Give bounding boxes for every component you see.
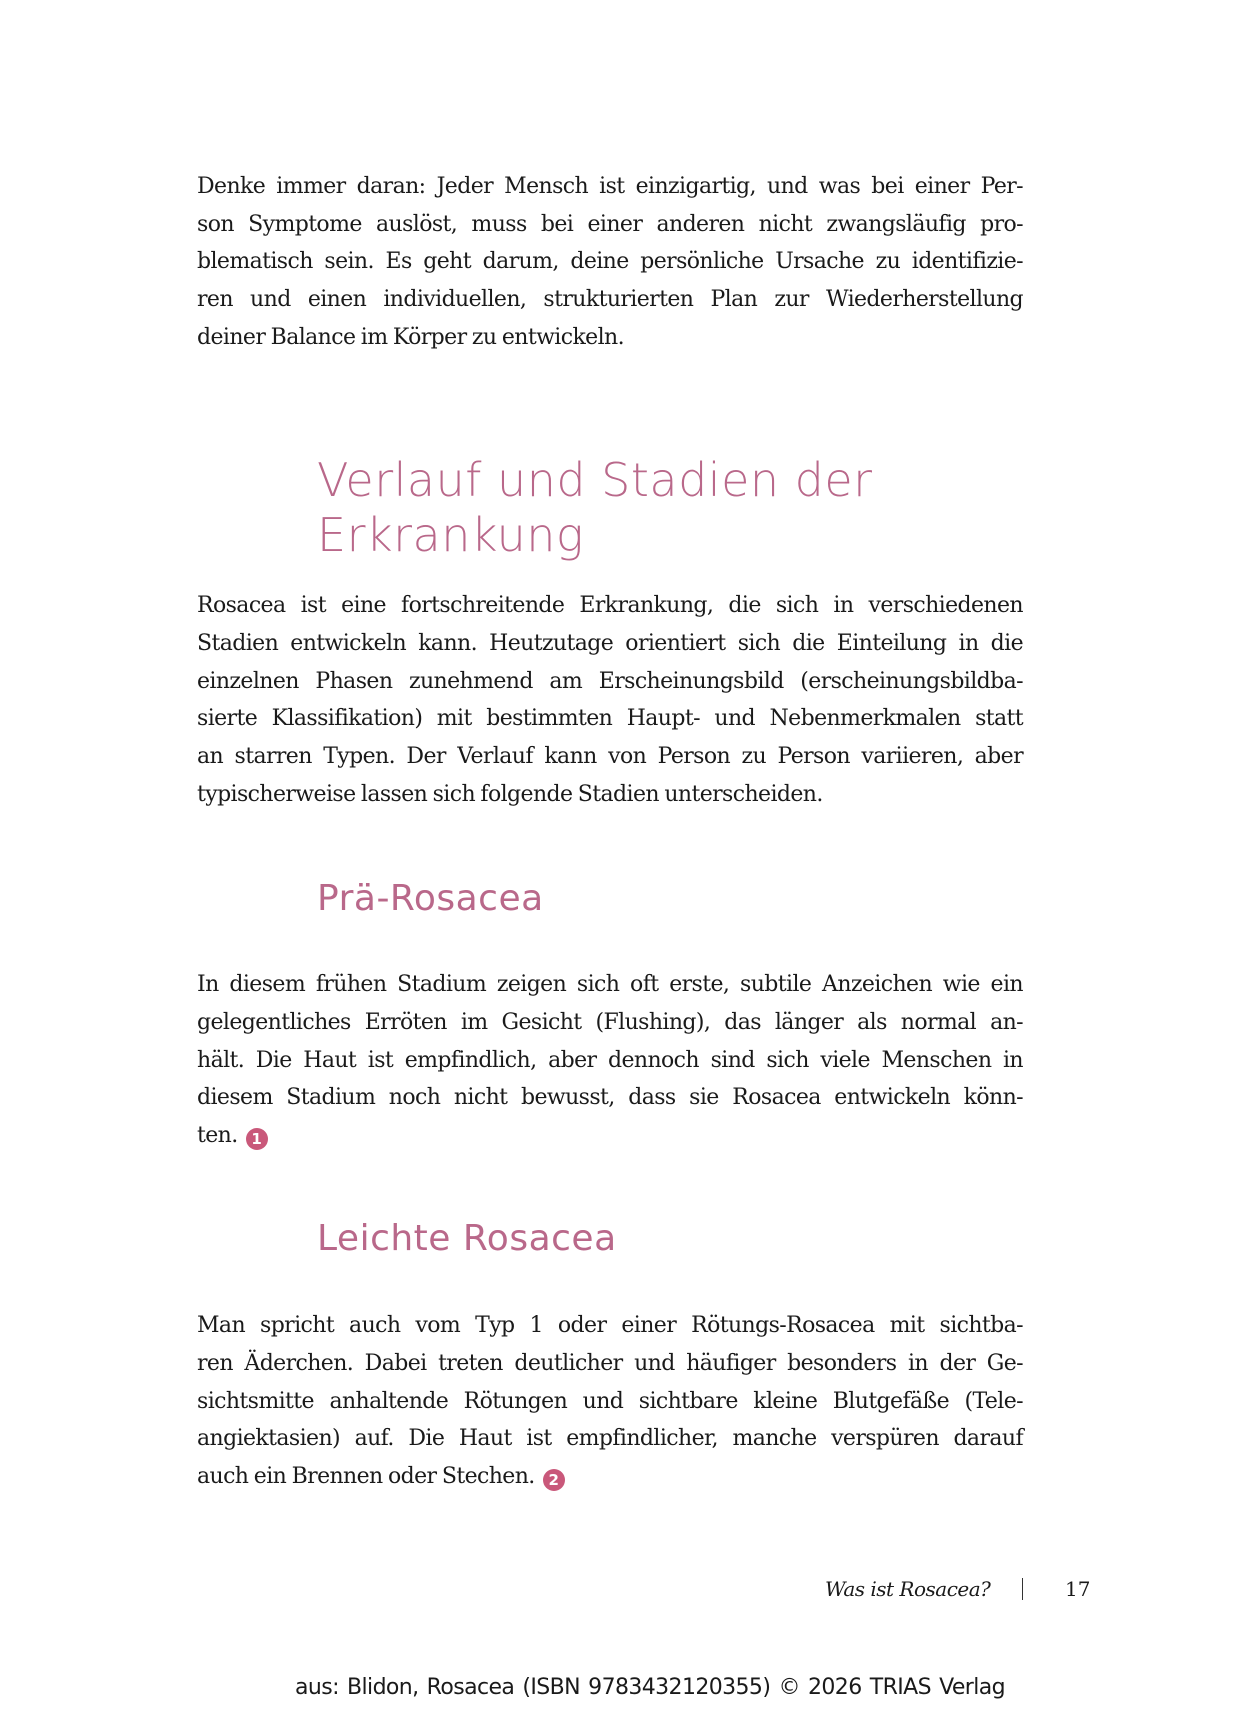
text-line: ren und einen individuellen, strukturierten Plan zur Wiederherstellung — [197, 287, 1023, 313]
copyright-notice: aus: Blidon, Rosacea (ISBN 9783432120355) © 2026 TRIAS Verlag — [295, 1675, 1005, 1700]
text-line — [197, 1117, 1023, 1155]
text-line: deiner Balance im Körper zu entwickeln. — [197, 324, 625, 350]
page-number: 17 — [1065, 1577, 1091, 1601]
section-heading-line-1: Verlauf und Stadien der — [317, 453, 873, 507]
running-title: Was ist Rosacea? — [825, 1577, 991, 1601]
running-footer — [825, 1572, 1091, 1606]
text-line: blematisch sein. Es geht darum, deine persönliche Ursache zu identifizie- — [197, 249, 1023, 275]
figure-reference-badge-1[interactable]: 1 — [246, 1128, 268, 1150]
text-line: typischerweise lassen sich folgende Stadien unterscheiden. — [197, 782, 823, 807]
text-line: gelegentliches Erröten im Gesicht (Flushing), das länger als normal an- — [197, 1009, 1023, 1035]
text-line: Rosacea ist eine fortschreitende Erkrankung, die sich in verschiedenen — [197, 593, 1023, 618]
text-line-content: ten. — [197, 1123, 238, 1149]
text-line: ren Äderchen. Dabei treten deutlicher und häufiger besonders in der Ge- — [197, 1350, 1023, 1376]
text-line: sichtsmitte anhaltende Rötungen und sichtbare kleine Blutgefäße (Tele- — [197, 1388, 1023, 1414]
text-line: In diesem frühen Stadium zeigen sich oft erste, subtile Anzeichen wie ein — [197, 972, 1023, 997]
text-line: einzelnen Phasen zunehmend am Erscheinungsbild (erscheinungsbildba- — [197, 668, 1023, 694]
text-line: Denke immer daran: Jeder Mensch ist einzigartig, und was bei einer Per- — [197, 174, 1023, 199]
section-heading-line-2: Erkrankung — [317, 508, 585, 562]
text-line: hält. Die Haut ist empfindlich, aber dennoch sind sich viele Menschen in — [197, 1047, 1023, 1073]
text-line: angiektasien) auf. Die Haut ist empfindlicher, manche verspüren darauf — [197, 1426, 1023, 1452]
subheading-leichte-rosacea: Leichte Rosacea — [317, 1218, 617, 1259]
text-line: son Symptome auslöst, muss bei einer anderen nicht zwangsläufig pro- — [197, 211, 1023, 237]
text-line: Stadien entwickeln kann. Heutzutage orientiert sich die Einteilung in die — [197, 630, 1023, 656]
figure-reference-badge-2[interactable]: 2 — [543, 1469, 565, 1491]
text-line-content: auch ein Brennen oder Stechen. — [197, 1464, 535, 1490]
footer-divider — [1022, 1578, 1023, 1600]
text-line: sierte Klassifikation) mit bestimmten Haupt- und Nebenmerkmalen statt — [197, 706, 1023, 732]
text-line — [197, 1458, 1023, 1496]
text-line: Man spricht auch vom Typ 1 oder einer Rötungs-Rosacea mit sichtba- — [197, 1313, 1023, 1338]
text-line: an starren Typen. Der Verlauf kann von Person zu Person variieren, aber — [197, 744, 1023, 770]
subheading-pre-rosacea: Prä-Rosacea — [317, 878, 544, 919]
text-line: diesem Stadium noch nicht bewusst, dass sie Rosacea entwickeln könn- — [197, 1085, 1023, 1111]
